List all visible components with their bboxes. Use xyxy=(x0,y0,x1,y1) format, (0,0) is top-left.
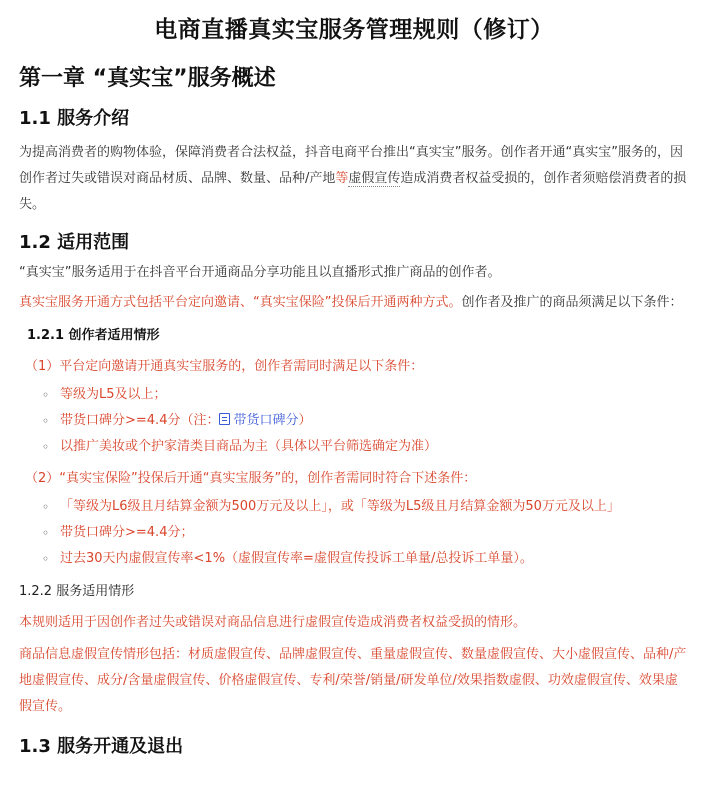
circle-bullet-icon: ◦ xyxy=(42,388,50,402)
intro-underlined-text: 虚假宣传 xyxy=(348,171,401,186)
intro-text: 为提高消费者的购物体验，保障消费者合法权益，抖音电商平台推出“真实宝”服务。创作者开通“真实宝”服务的，因创作者过失或错误对商品材质、品牌、数量、品种/产地 xyxy=(19,145,683,186)
list-item-text: 带货口碑分>=4.4分（注： xyxy=(60,413,220,428)
condition-2-list xyxy=(0,494,708,572)
activation-text: 创作者及推广的商品须满足以下条件： xyxy=(461,295,683,310)
list-item-text: 以推广美妆或个护家清类目商品为主（具体以平台筛选确定为准） xyxy=(60,439,438,454)
list-item-text: 「等级为L6级且月结算金额为500万元及以上」，或「等级为L5级且月结算金额为50万元及以上」 xyxy=(60,499,620,514)
document-link-icon xyxy=(219,413,230,425)
list-item-text: 过去30天内虚假宣传率<1%（虚假宣传率=虚假宣传投诉工单量/总投诉工单量）。 xyxy=(60,551,533,566)
section-1-2-1-heading: 1.2.1 创作者适用情形 xyxy=(27,328,160,343)
false-advertising-types-paragraph: 商品信息虚假宣传情形包括：材质虚假宣传、品牌虚假宣传、重量虚假宣传、数量虚假宣传、大小虚假宣传、品种/产地虚假宣传、成分/含量虚假宣传、价格虚假宣传、专利/荣誉/销量/研发单位/效果指数虚假、功效虚假宣传、效果虚假宣传。 xyxy=(19,647,687,714)
circle-bullet-icon: ◦ xyxy=(42,414,50,428)
circle-bullet-icon: ◦ xyxy=(42,440,50,454)
list-item-text: ） xyxy=(298,413,312,428)
circle-bullet-icon: ◦ xyxy=(42,500,50,514)
section-1-2-2-heading: 1.2.2 服务适用情形 xyxy=(19,584,135,599)
activation-paragraph xyxy=(19,290,689,316)
link-text: 带货口碑分 xyxy=(233,413,299,428)
list-item xyxy=(0,408,708,434)
condition-1-list xyxy=(0,382,708,460)
reputation-score-link[interactable] xyxy=(219,413,298,428)
circle-bullet-icon: ◦ xyxy=(42,552,50,566)
scope-paragraph: “真实宝”服务适用于在抖音平台开通商品分享功能且以直播形式推广商品的创作者。 xyxy=(19,265,501,280)
activation-red-text: 真实宝服务开通方式包括平台定向邀请、“真实宝保险”投保后开通两种方式。 xyxy=(19,295,462,310)
condition-2: （2）“真实宝保险”投保后开通“真实宝服务”的，创作者需同时符合下述条件： xyxy=(25,471,477,486)
list-item-text: 等级为L5及以上； xyxy=(60,387,167,402)
chapter-heading: 第一章 “真实宝”服务概述 xyxy=(19,66,276,91)
page-title: 电商直播真实宝服务管理规则（修订） xyxy=(154,17,554,43)
list-item xyxy=(0,520,708,546)
list-item xyxy=(0,494,708,520)
section-1-3-heading: 1.3 服务开通及退出 xyxy=(19,736,184,757)
applicability-paragraph: 本规则适用于因创作者过失或错误对商品信息进行虚假宣传造成消费者权益受损的情形。 xyxy=(19,615,527,630)
section-1-2-heading: 1.2 适用范围 xyxy=(19,232,130,253)
intro-red-text: 等 xyxy=(335,171,349,186)
list-item-text: 带货口碑分>=4.4分； xyxy=(60,525,194,540)
section-1-1-heading: 1.1 服务介绍 xyxy=(19,108,130,129)
list-item xyxy=(0,546,708,572)
list-item xyxy=(0,434,708,460)
intro-text-end: 造成消费者权益受损的，创作者须赔偿消费者的损失。 xyxy=(19,171,687,212)
condition-1: （1）平台定向邀请开通真实宝服务的，创作者需同时满足以下条件： xyxy=(25,359,424,374)
circle-bullet-icon: ◦ xyxy=(42,526,50,540)
list-item xyxy=(0,382,708,408)
section-1-1-paragraph xyxy=(19,140,689,218)
